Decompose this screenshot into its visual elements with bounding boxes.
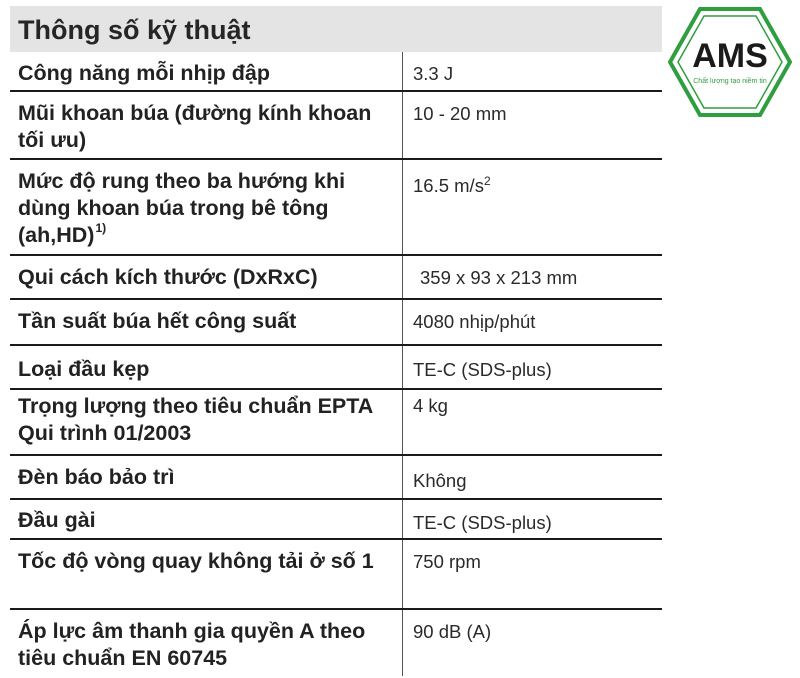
spec-row — [10, 500, 662, 540]
spec-value: 3.3 J — [413, 63, 454, 84]
spec-row — [10, 160, 662, 256]
spec-row — [10, 540, 662, 610]
spec-label: Công năng mỗi nhịp đập — [18, 61, 270, 85]
spec-label-text: Mức độ rung theo ba hướng khi dùng khoan búa trong bê tông (ah,HD) — [18, 169, 346, 247]
spec-value: TE-C (SDS-plus) — [413, 359, 552, 380]
spec-label: Đầu gài — [18, 508, 96, 532]
spec-label: Áp lực âm thanh gia quyền A theo tiêu chuẩn EN 60745 — [18, 619, 366, 670]
spec-row — [10, 52, 662, 92]
spec-label: Tần suất búa hết công suất — [18, 309, 297, 333]
spec-row — [10, 92, 662, 160]
ams-logo — [668, 7, 792, 117]
spec-label — [18, 168, 400, 252]
spec-label: Loại đầu kẹp — [18, 357, 150, 381]
unit-superscript: 2 — [483, 173, 491, 188]
spec-row — [10, 610, 662, 676]
spec-value: 10 - 20 mm — [413, 103, 507, 124]
logo-brand-text: AMS — [692, 37, 768, 75]
spec-label: Tốc độ vòng quay không tải ở số 1 — [18, 549, 374, 573]
spec-value — [413, 174, 658, 198]
logo-tagline-text: Chất lượng tạo niềm tin — [693, 78, 767, 85]
spec-label: Trọng lượng theo tiêu chuẩn EPTA Qui trình 01/2003 — [18, 394, 373, 445]
spec-value: Không — [413, 470, 467, 491]
spec-row — [10, 256, 662, 300]
ams-logo-icon — [668, 7, 792, 117]
spec-value: 750 rpm — [413, 551, 481, 572]
spec-label: Mũi khoan búa (đường kính khoan tối ưu) — [18, 101, 372, 152]
spec-value: 90 dB (A) — [413, 621, 492, 642]
spec-row — [10, 456, 662, 500]
spec-row — [10, 300, 662, 346]
spec-label: Qui cách kích thước (DxRxC) — [18, 265, 318, 289]
section-header — [10, 6, 662, 52]
spec-value: 359 x 93 x 213 mm — [420, 267, 578, 288]
section-title: Thông số kỹ thuật — [18, 15, 251, 45]
spec-value: 4 kg — [413, 395, 448, 416]
spec-value: 4080 nhịp/phút — [413, 311, 536, 332]
spec-value-text: 16.5 m/s — [413, 175, 484, 196]
spec-row — [10, 346, 662, 390]
spec-row — [10, 390, 662, 456]
spec-value: TE-C (SDS-plus) — [413, 512, 552, 533]
spec-label: Đèn báo bảo trì — [18, 465, 175, 489]
footnote-marker: 1) — [95, 221, 107, 235]
